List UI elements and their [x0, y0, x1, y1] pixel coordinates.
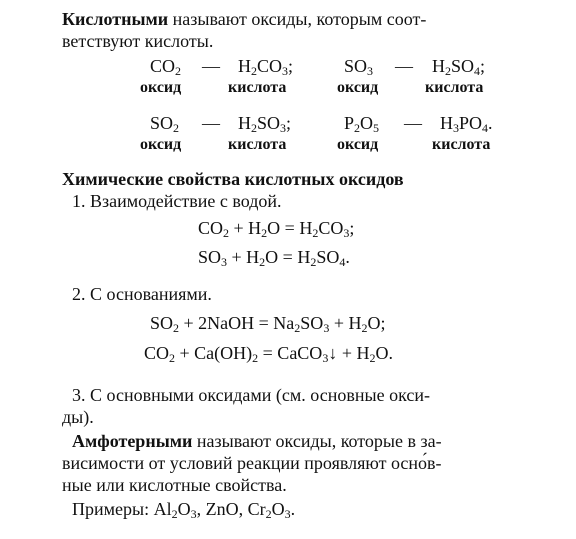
dash: —	[395, 56, 413, 76]
item-3-line-2: ды).	[62, 407, 94, 427]
intro-line-2: ветствуют кислоты.	[62, 31, 214, 51]
formula-h2so4: $H_2SO_4$;	[432, 56, 486, 78]
amphoteric-line-3: ные или кислотные свойства.	[62, 475, 287, 495]
dash: —	[404, 113, 422, 133]
amphoteric-line-1	[72, 430, 442, 452]
intro-line-1	[62, 8, 426, 30]
equation-so2-naoh: $SO_2$ + 2NaOH = $Na_2SO_3 + H_2O$;	[150, 313, 386, 335]
equation-so3-water: $SO_3 + H_2O = H_2SO_4$.	[198, 247, 350, 269]
formula-co2: $CO_2$	[150, 56, 182, 78]
term-amphoteric: Амфотерными	[72, 431, 193, 451]
formula-so3: $SO_3$	[344, 56, 374, 78]
intro-text-1: называют оксиды, которым соот-	[168, 9, 427, 29]
label-acid: кислота	[228, 79, 287, 96]
amphoteric-line-2: висимости от условий реакции проявляют осно́в-	[62, 453, 442, 473]
dash: —	[202, 113, 220, 133]
item-3-line-1: 3. С основными оксидами (см. основные окси-	[72, 385, 430, 405]
equation-co2-caoh2: $CO_2 + Ca(OH)_2$ = CaCO$_3$↓ + $H_2O$.	[144, 343, 393, 365]
amphoteric-text-1: называют оксиды, которые в за-	[192, 431, 442, 451]
examples-formulas: $Al_2O_3$, ZnO, $Cr_2O_3$.	[153, 499, 296, 521]
equation-co2-water: $CO_2 + H_2O = H_2CO_3$;	[198, 218, 355, 240]
formula-h3po4: $H_3PO_4$.	[440, 113, 493, 135]
label-oxide: оксид	[140, 79, 182, 96]
item-1: 1. Взаимодействие с водой.	[72, 191, 282, 211]
label-oxide: оксид	[140, 136, 182, 153]
examples-line	[72, 498, 295, 520]
term-acidic: Кислотными	[62, 9, 169, 29]
label-oxide: оксид	[337, 79, 379, 96]
formula-h2co3: $H_2CO_3$;	[238, 56, 294, 78]
formula-h2so3: $H_2SO_3$;	[238, 113, 292, 135]
examples-label: Примеры:	[72, 499, 154, 519]
formula-p2o5: $P_2O_5$	[344, 113, 380, 135]
item-2: 2. С основаниями.	[72, 284, 212, 304]
label-acid: кислота	[432, 136, 491, 153]
section-title: Химические свойства кислотных оксидов	[62, 169, 404, 189]
dash: —	[202, 56, 220, 76]
formula-so2: $SO_2$	[150, 113, 180, 135]
label-acid: кислота	[228, 136, 287, 153]
label-oxide: оксид	[337, 136, 379, 153]
label-acid: кислота	[425, 79, 484, 96]
